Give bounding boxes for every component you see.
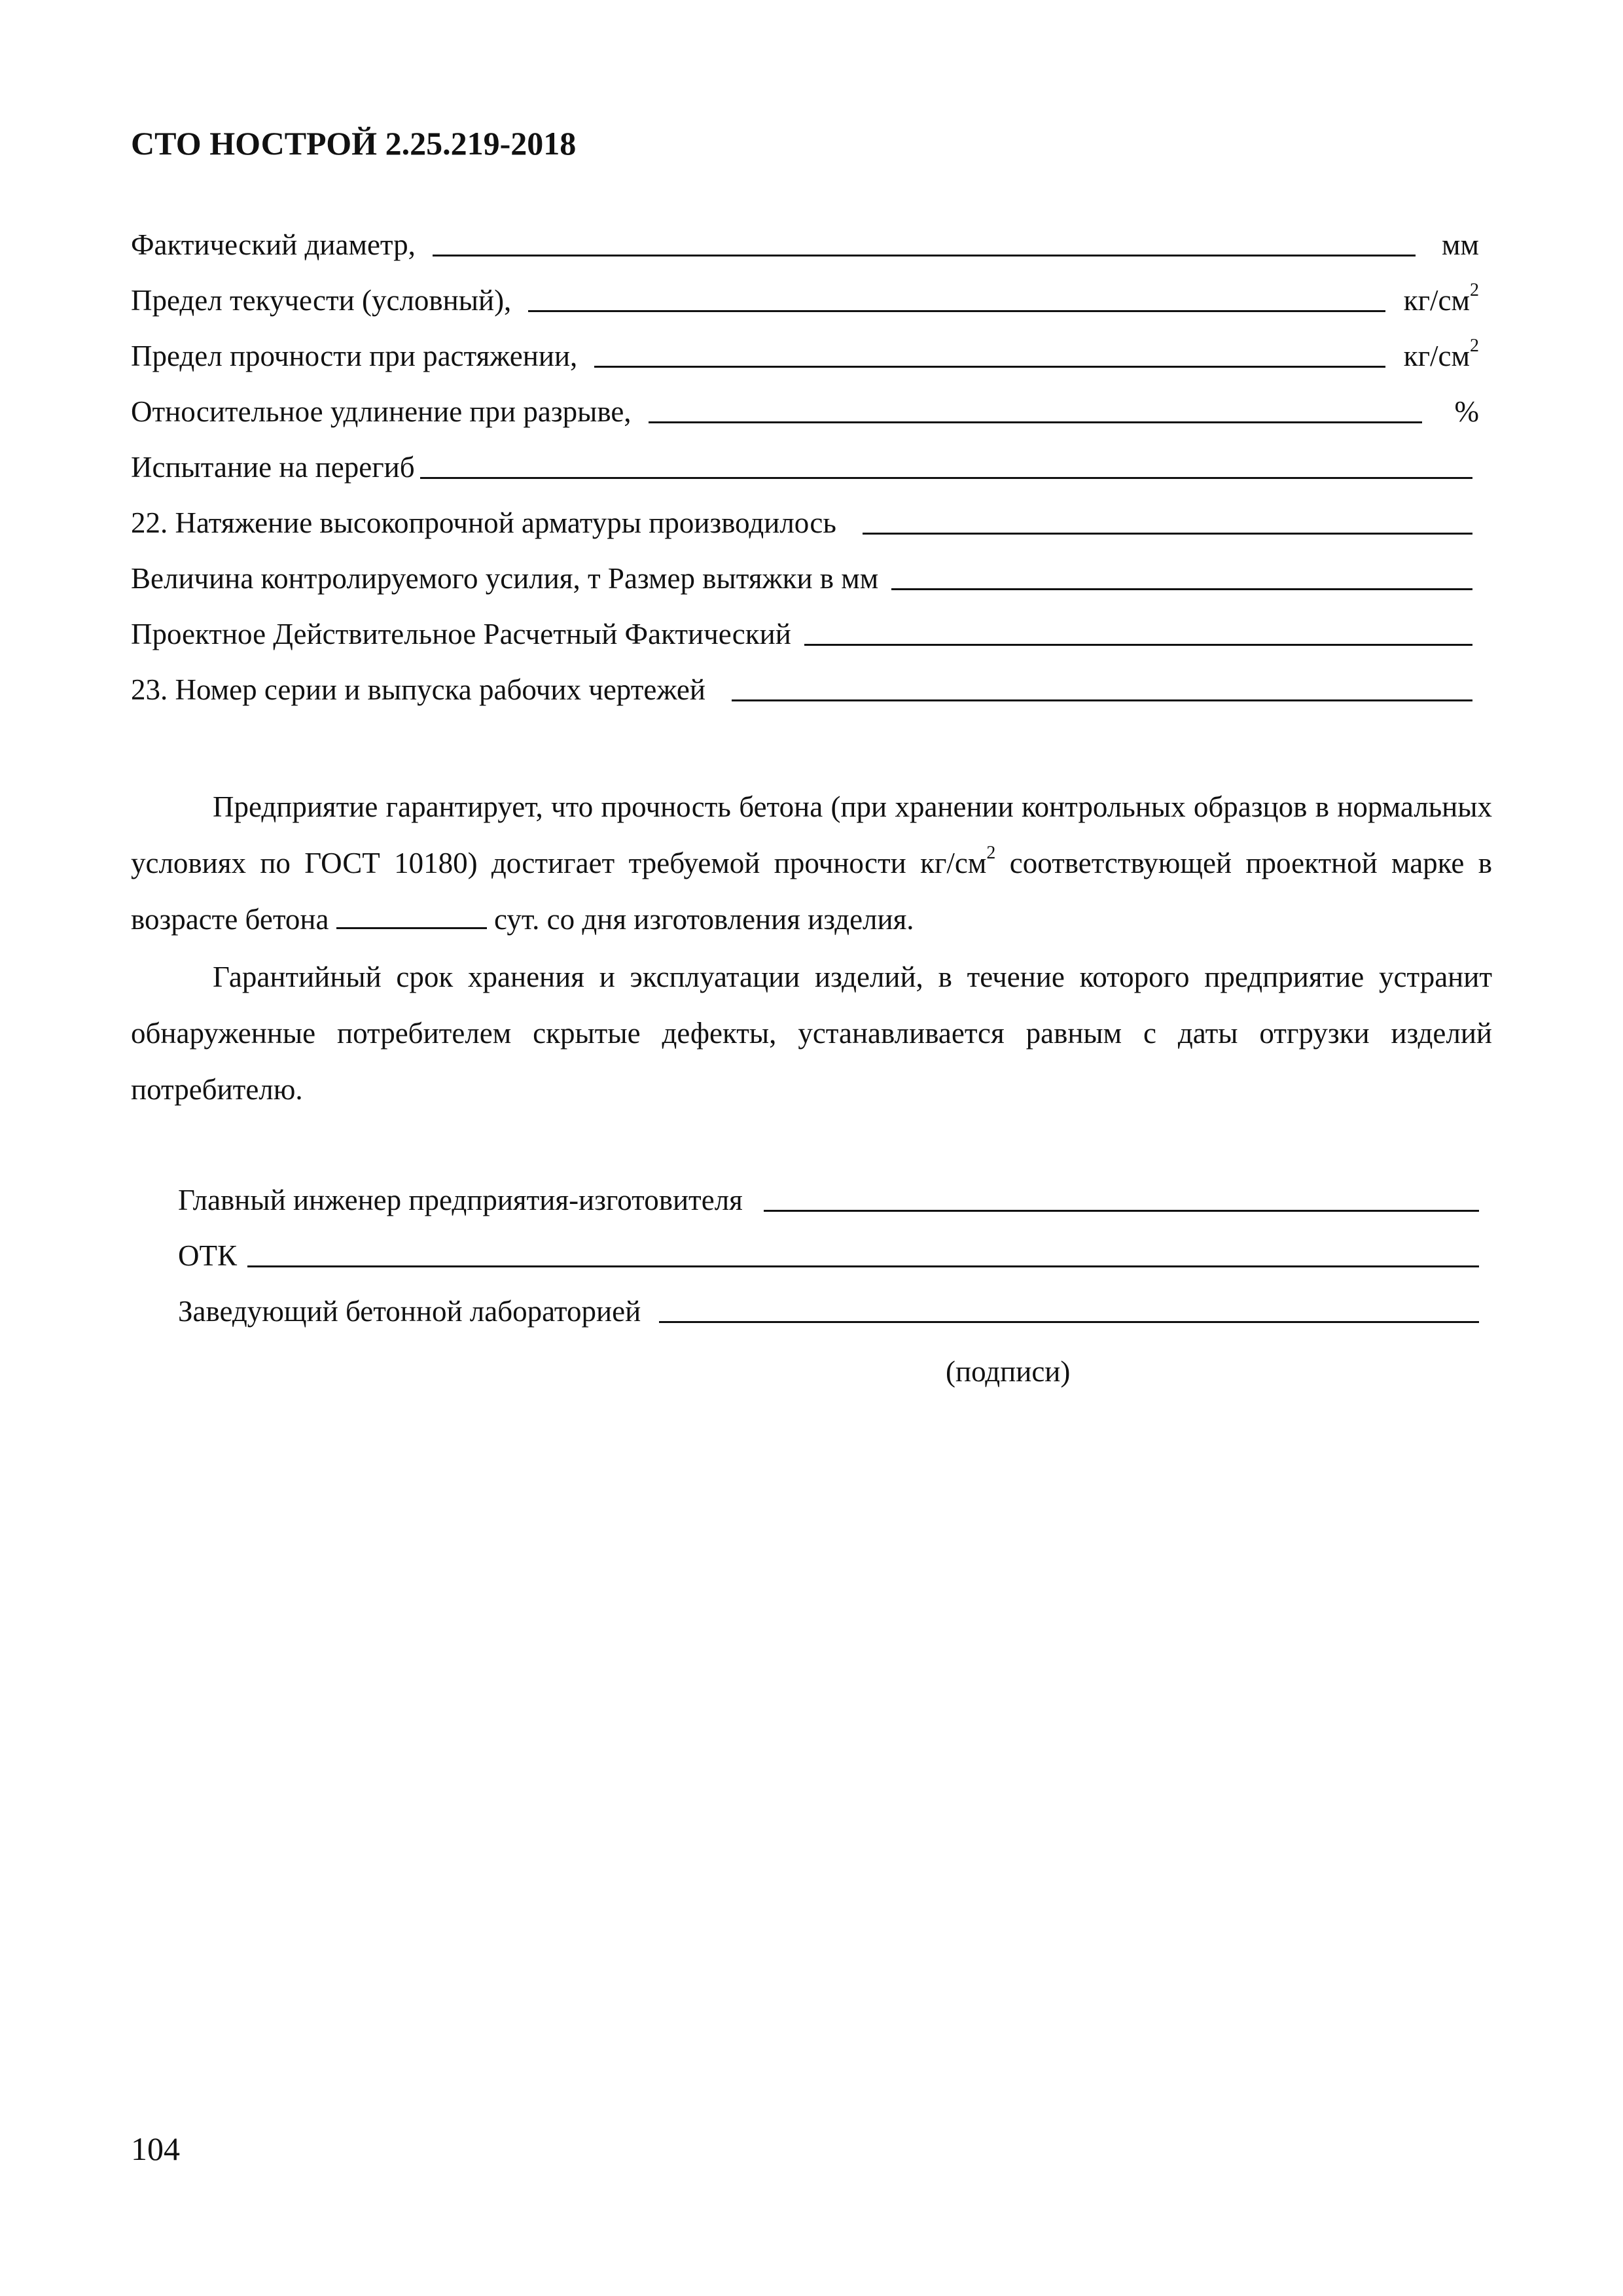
field-design-label: Проектное Действительное Расчетный Фактический: [131, 618, 791, 650]
concrete-age-blank[interactable]: [336, 905, 487, 929]
field-tensile: [131, 327, 1479, 373]
field-diameter-label: Фактический диаметр,: [131, 228, 416, 261]
signature-lab-head-label: Заведующий бетонной лабораторией: [178, 1295, 641, 1328]
signature-lab-head: [178, 1282, 1479, 1328]
field-drawings-blank[interactable]: [732, 667, 1472, 701]
field-bend-blank[interactable]: [420, 444, 1472, 479]
field-bend-label: Испытание на перегиб: [131, 451, 415, 484]
field-tensile-label: Предел прочности при растяжении,: [131, 340, 578, 372]
field-tension: [131, 494, 1472, 540]
field-drawings: [131, 661, 1472, 707]
signatures-caption: (подписи): [946, 1355, 1071, 1388]
signature-chief-engineer-blank[interactable]: [764, 1177, 1479, 1212]
warranty-paragraph: Гарантийный срок хранения и эксплуатации изделий, в течение которого предприятие устранит обнаруженные потребителем скрытые дефекты, устанавливается равным с даты отгрузки изделий потребителю.: [131, 961, 1492, 1106]
field-tension-blank[interactable]: [863, 500, 1472, 535]
field-diameter: [131, 216, 1479, 262]
document-title: СТО НОСТРОЙ 2.25.219-2018: [131, 125, 577, 162]
signature-lab-head-blank[interactable]: [659, 1288, 1479, 1323]
field-force: [131, 550, 1472, 595]
signature-otk: [178, 1227, 1479, 1273]
field-tension-label: 22. Натяжение высокопрочной арматуры производилось: [131, 506, 836, 539]
signature-otk-blank[interactable]: [247, 1233, 1479, 1267]
field-force-label: Величина контролируемого усилия, т Размер вытяжки в мм: [131, 562, 879, 595]
field-elongation-label: Относительное удлинение при разрыве,: [131, 395, 632, 428]
field-design-blank[interactable]: [804, 611, 1472, 646]
field-diameter-unit: мм: [1442, 228, 1479, 261]
field-yield-blank[interactable]: [528, 277, 1385, 312]
guarantee-paragraph: Предприятие гарантирует, что прочность бетона (при хранении контрольных образцов в нормальных условиях по ГОСТ 10180) достигает требуемой прочности $кг/см^2$ соответствующей проектной марке в возрасте бетона сут. со дня изготовления изделия.: [131, 790, 1493, 936]
field-yield: [131, 272, 1479, 317]
field-tensile-unit: $кг/см^2$: [1403, 336, 1479, 372]
signature-chief-engineer: [178, 1171, 1479, 1217]
field-drawings-label: 23. Номер серии и выпуска рабочих чертежей: [131, 673, 705, 706]
field-diameter-blank[interactable]: [433, 222, 1416, 256]
signature-otk-label: ОТК: [178, 1239, 237, 1272]
field-elongation: [131, 383, 1479, 429]
field-force-blank[interactable]: [891, 556, 1472, 590]
field-yield-unit: $кг/см^2$: [1403, 280, 1479, 317]
page-number: 104: [131, 2130, 180, 2167]
field-elongation-blank[interactable]: [649, 389, 1422, 423]
field-yield-label: Предел текучести (условный),: [131, 284, 512, 317]
field-design: [131, 605, 1472, 651]
field-bend: [131, 438, 1472, 484]
signature-chief-engineer-label: Главный инженер предприятия-изготовителя: [178, 1184, 743, 1216]
field-tensile-blank[interactable]: [594, 333, 1385, 368]
field-elongation-unit: %: [1454, 395, 1479, 428]
